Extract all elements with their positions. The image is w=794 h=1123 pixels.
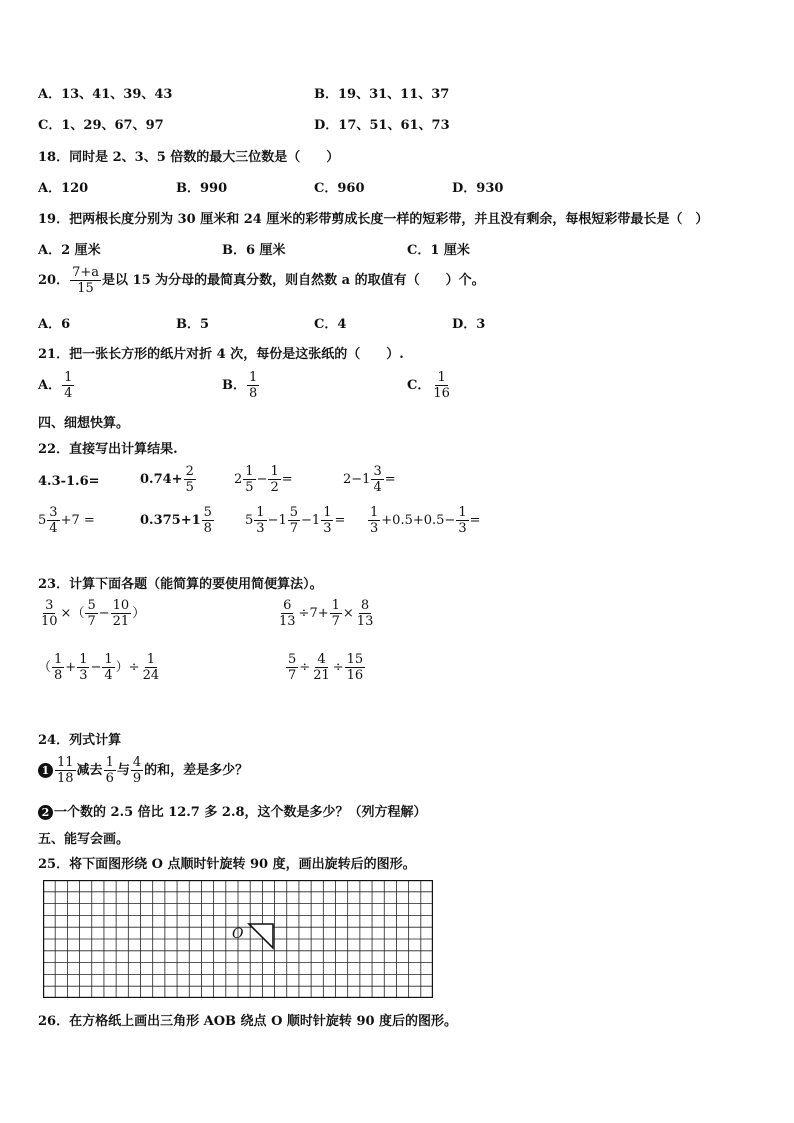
q26-question: 26．在方格纸上画出三角形 AOB 绕点 O 顺时针旋转 90 度后的图形。 [38, 1014, 458, 1029]
triangle-shape [249, 924, 273, 948]
q19-option-c: C．1 厘米 [407, 243, 470, 258]
section-5-heading: 五、能写会画。 [38, 832, 130, 847]
q17-option-d: D．17、51、61、73 [314, 118, 450, 133]
q23-problem-4: $\frac{5}{7}$ ÷ $\frac{4}{21}$ ÷ $\frac{15}{16}$ [288, 652, 364, 683]
q19-option-b: B．6 厘米 [222, 243, 286, 258]
q23-problem-3: （ $\frac{1}{8}$ + $\frac{1}{3}$ − $\frac{1}{4}$ ）÷ $\frac{1}{24}$ [38, 652, 160, 683]
q22-expr-4: 2−1 $\frac{3}{4}$ = [343, 464, 396, 495]
q22-question: 22．直接写出计算结果. [38, 442, 178, 457]
q23-problem-2: $\frac{6}{13}$ ÷7+ $\frac{1}{7}$ × $\frac{8}{13}$ [279, 598, 374, 629]
q22-expr-8: $\frac{1}{3}$ +0.5+0.5− $\frac{1}{3}$ = [370, 505, 481, 536]
q24-question: 24．列式计算 [38, 733, 122, 748]
fraction: $\frac{1}{8}$ [249, 370, 258, 401]
section-4-heading: 四、细想快算。 [38, 416, 130, 431]
fraction: $\frac{7+a}{15}$ [72, 265, 100, 296]
fraction: $\frac{1}{4}$ [64, 370, 73, 401]
q21-option-b: B． $\frac{1}{8}$ [222, 370, 258, 401]
q23-problem-1: $\frac{3}{10}$ ×（ $\frac{5}{7}$ − $\frac{10}{21}$ ） [41, 598, 146, 629]
circled-number: 1 [38, 763, 53, 778]
q21-option-c: C． $\frac{1}{16}$ [407, 370, 450, 401]
q19-question: 19．把两根长度分别为 30 厘米和 24 厘米的彩带剪成长度一样的短彩带，并且没有剩余，每根短彩带最长是（ ） [38, 212, 709, 227]
q20-option-c: C．4 [314, 317, 347, 332]
fraction: $\frac{1}{16}$ [433, 370, 450, 401]
q17-option-b: B．19、31、11、37 [314, 87, 450, 102]
q18-option-c: C．960 [314, 181, 365, 196]
q20-text: 是以 15 为分母的最简真分数，则自然数 a 的取值有（ ）个。 [102, 273, 485, 288]
q22-expr-6: 0.375+1 $\frac{5}{8}$ [140, 505, 212, 536]
q20-option-b: B．5 [176, 317, 210, 332]
q17-option-a: A．13、41、39、43 [38, 87, 173, 102]
grid-paper [43, 880, 433, 1002]
q18-option-d: D．930 [452, 181, 504, 196]
q18-option-b: B．990 [176, 181, 228, 196]
q25-question: 25．将下面图形绕 O 点顺时针旋转 90 度，画出旋转后的图形。 [38, 857, 416, 872]
circled-number: 2 [38, 805, 53, 820]
q22-expr-7: 5 $\frac{1}{3}$ −1 $\frac{5}{7}$ −1 $\frac{1}{3}$ = [245, 505, 346, 536]
q21-option-a: A． $\frac{1}{4}$ [38, 370, 73, 401]
q22-expr-2: 0.74+ $\frac{2}{5}$ [140, 464, 194, 495]
q24-subquestion-1: 1 $\frac{11}{18}$ 减去 $\frac{1}{6}$ 与 $\frac{4}{9}$ 的和，差是多少？ [38, 755, 248, 786]
q22-expr-1: 4.3-1.6= [38, 474, 100, 489]
q22-expr-3: 2 $\frac{1}{5}$ − $\frac{1}{2}$ = [234, 464, 293, 495]
q24-subquestion-2: 2 一个数的 2.5 倍比 12.7 多 2.8，这个数是多少？（列方程解） [38, 801, 427, 820]
q19-option-a: A．2 厘米 [38, 243, 101, 258]
q20-question [38, 265, 485, 296]
q20-option-a: A．6 [38, 317, 71, 332]
q20-option-d: D．3 [452, 317, 486, 332]
q18-option-a: A．120 [38, 181, 89, 196]
q23-question: 23．计算下面各题（能简算的要使用简便算法）。 [38, 577, 323, 592]
q21-question: 21．把一张长方形的纸片对折 4 次，每份是这张纸的（ ）. [38, 347, 404, 362]
grid-svg [43, 880, 433, 998]
q17-option-c: C．1、29、67、97 [38, 118, 164, 133]
point-o-label: O [232, 926, 244, 942]
q22-expr-5: 5 $\frac{3}{4}$ +7 = [38, 505, 95, 536]
q20-number: 20． [38, 273, 70, 288]
q18-question: 18．同时是 2、3、5 倍数的最大三位数是（ ） [38, 150, 340, 165]
